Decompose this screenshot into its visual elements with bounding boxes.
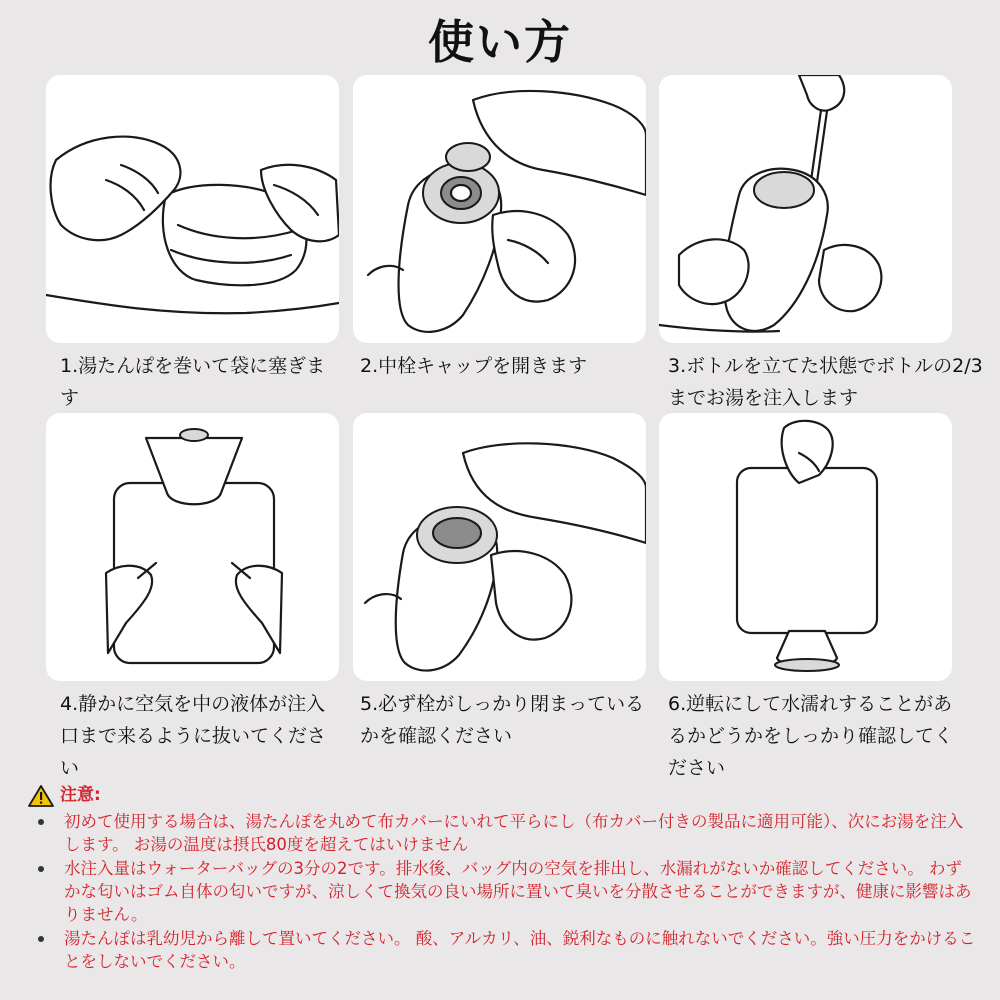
step-4-caption: 4.静かに空気を中の液体が注入口まで来るように抜いてください: [60, 693, 327, 779]
caution-list: [28, 810, 978, 973]
step-3-caption: 3.ボトルを立てた状態でボトルの2/3までお湯を注入します: [668, 355, 983, 409]
step-5-caption: 5.必ず栓がしっかり閉まっているかを確認ください: [360, 693, 645, 747]
step-6-illustration: [659, 413, 952, 681]
step-5-illustration: [353, 413, 646, 681]
caution-item: 初めて使用する場合は、湯たんぽを丸めて布カバーにいれて平らにし（布カバー付きの製品に適用可能）、次にお湯を注入します。 お湯の温度は摂氏80度を超えてはいけません: [28, 810, 978, 856]
step-1-caption: 1.湯たんぽを巻いて袋に塞ぎます: [60, 355, 326, 409]
caution-heading: [28, 784, 978, 807]
caution-title: 注意:: [60, 785, 101, 805]
caution-item: 水注入量はウォーターバッグの3分の2です。排水後、バッグ内の空気を排出し、水漏れがないか確認してください。 わずかな匂いはゴム自体の匂いですが、涼しくて換気の良い場所に置いて臭いを分散させることができますが、健康に影響はありません。: [28, 857, 978, 926]
step-2-caption: 2.中栓キャップを開きます: [360, 355, 588, 377]
step-1-illustration: [46, 75, 339, 343]
caution-notes: [28, 784, 978, 974]
caution-item: 湯たんぽは乳幼児から離して置いてください。 酸、アルカリ、油、鋭利なものに触れないでください。強い圧力をかけることをしないでください。: [28, 927, 978, 973]
page-title: 使い方: [428, 15, 572, 69]
step-3-illustration: [659, 75, 952, 343]
step-6-caption: 6.逆転にして水濡れすることがあるかどうかをしっかり確認してください: [668, 693, 954, 779]
step-4-illustration: [46, 413, 339, 681]
step-2-illustration: [353, 75, 646, 343]
warning-icon: [28, 785, 54, 807]
